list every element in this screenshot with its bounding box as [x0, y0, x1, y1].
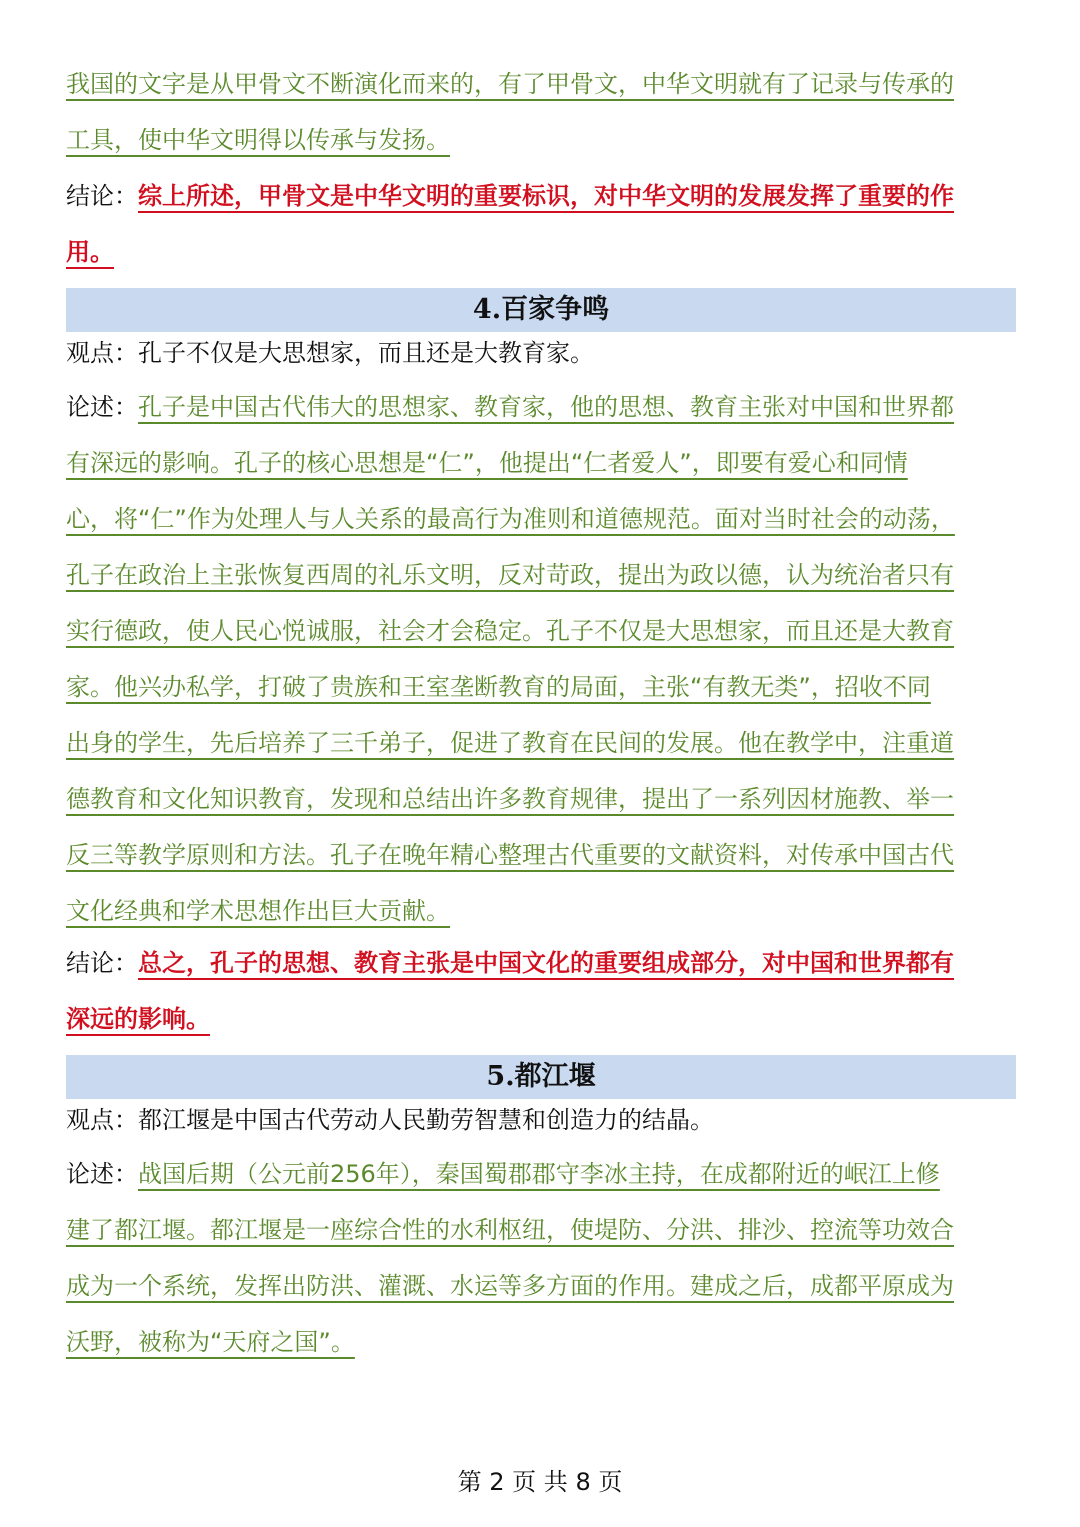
section5-argument [66, 1146, 1016, 1370]
section5-argument-line: 建了都江堰。都江堰是一座综合性的水利枢纽，使堤防、分洪、排沙、控流等功效合 [66, 1216, 954, 1244]
section4-view: 观点：孔子不仅是大思想家，而且还是大教育家。 [66, 339, 594, 367]
section4-conclusion-line: 深远的影响。 [66, 1005, 210, 1033]
argument-label: 论述： [66, 1160, 138, 1188]
section4-argument-line: 有深远的影响。孔子的核心思想是“仁”，他提出“仁者爱人”，即要有爱心和同情 [66, 449, 908, 477]
section5-argument-line: 战国后期（公元前256年），秦国蜀郡郡守李冰主持，在成都附近的岷江上修 [138, 1160, 940, 1188]
section-header-5: 5.都江堰 [66, 1055, 1016, 1099]
section4-conclusion [66, 935, 1016, 1047]
section4-argument [66, 379, 1016, 939]
section4-argument-line: 孔子在政治上主张恢复西周的礼乐文明，反对苛政，提出为政以德，认为统治者只有 [66, 561, 954, 589]
section4-argument-line: 实行德政，使人民心悦诚服，社会才会稳定。孔子不仅是大思想家，而且还是大教育 [66, 617, 954, 645]
page-number-footer: 第 2 页 共 8 页 [457, 1468, 623, 1496]
section5-argument-line: 沃野，被称为“天府之国”。 [66, 1328, 355, 1356]
section4-argument-line: 反三等教学原则和方法。孔子在晚年精心整理古代重要的文献资料，对传承中国古代 [66, 841, 954, 869]
argument-label: 论述： [66, 393, 138, 421]
section4-conclusion-line: 总之，孔子的思想、教育主张是中国文化的重要组成部分，对中国和世界都有 [138, 949, 954, 977]
intro-conclusion-line: 用。 [66, 238, 114, 266]
section-header-4: 4.百家争鸣 [66, 288, 1016, 332]
section4-argument-line: 孔子是中国古代伟大的思想家、教育家，他的思想、教育主张对中国和世界都 [138, 393, 954, 421]
intro-argument-line: 我国的文字是从甲骨文不断演化而来的，有了甲骨文，中华文明就有了记录与传承的 [66, 70, 954, 98]
conclusion-label: 结论： [66, 949, 138, 977]
section4-argument-line: 出身的学生，先后培养了三千弟子，促进了教育在民间的发展。他在教学中，注重道 [66, 729, 954, 757]
section5-argument-line: 成为一个系统，发挥出防洪、灌溉、水运等多方面的作用。建成之后，成都平原成为 [66, 1272, 954, 1300]
conclusion-label: 结论： [66, 182, 138, 210]
section4-argument-line: 家。他兴办私学，打破了贵族和王室垄断教育的局面，主张“有教无类”，招收不同 [66, 673, 931, 701]
intro-conclusion [66, 168, 1016, 280]
section4-argument-line: 德教育和文化知识教育，发现和总结出许多教育规律，提出了一系列因材施教、举一 [66, 785, 954, 813]
section4-argument-line: 文化经典和学术思想作出巨大贡献。 [66, 897, 450, 925]
section4-argument-line: 心，将“仁”作为处理人与人关系的最高行为准则和道德规范。面对当时社会的动荡， [66, 505, 955, 533]
section5-view: 观点：都江堰是中国古代劳动人民勤劳智慧和创造力的结晶。 [66, 1106, 714, 1134]
intro-argument [66, 56, 1016, 168]
intro-argument-line: 工具，使中华文明得以传承与发扬。 [66, 126, 450, 154]
intro-conclusion-line: 综上所述，甲骨文是中华文明的重要标识，对中华文明的发展发挥了重要的作 [138, 182, 954, 210]
